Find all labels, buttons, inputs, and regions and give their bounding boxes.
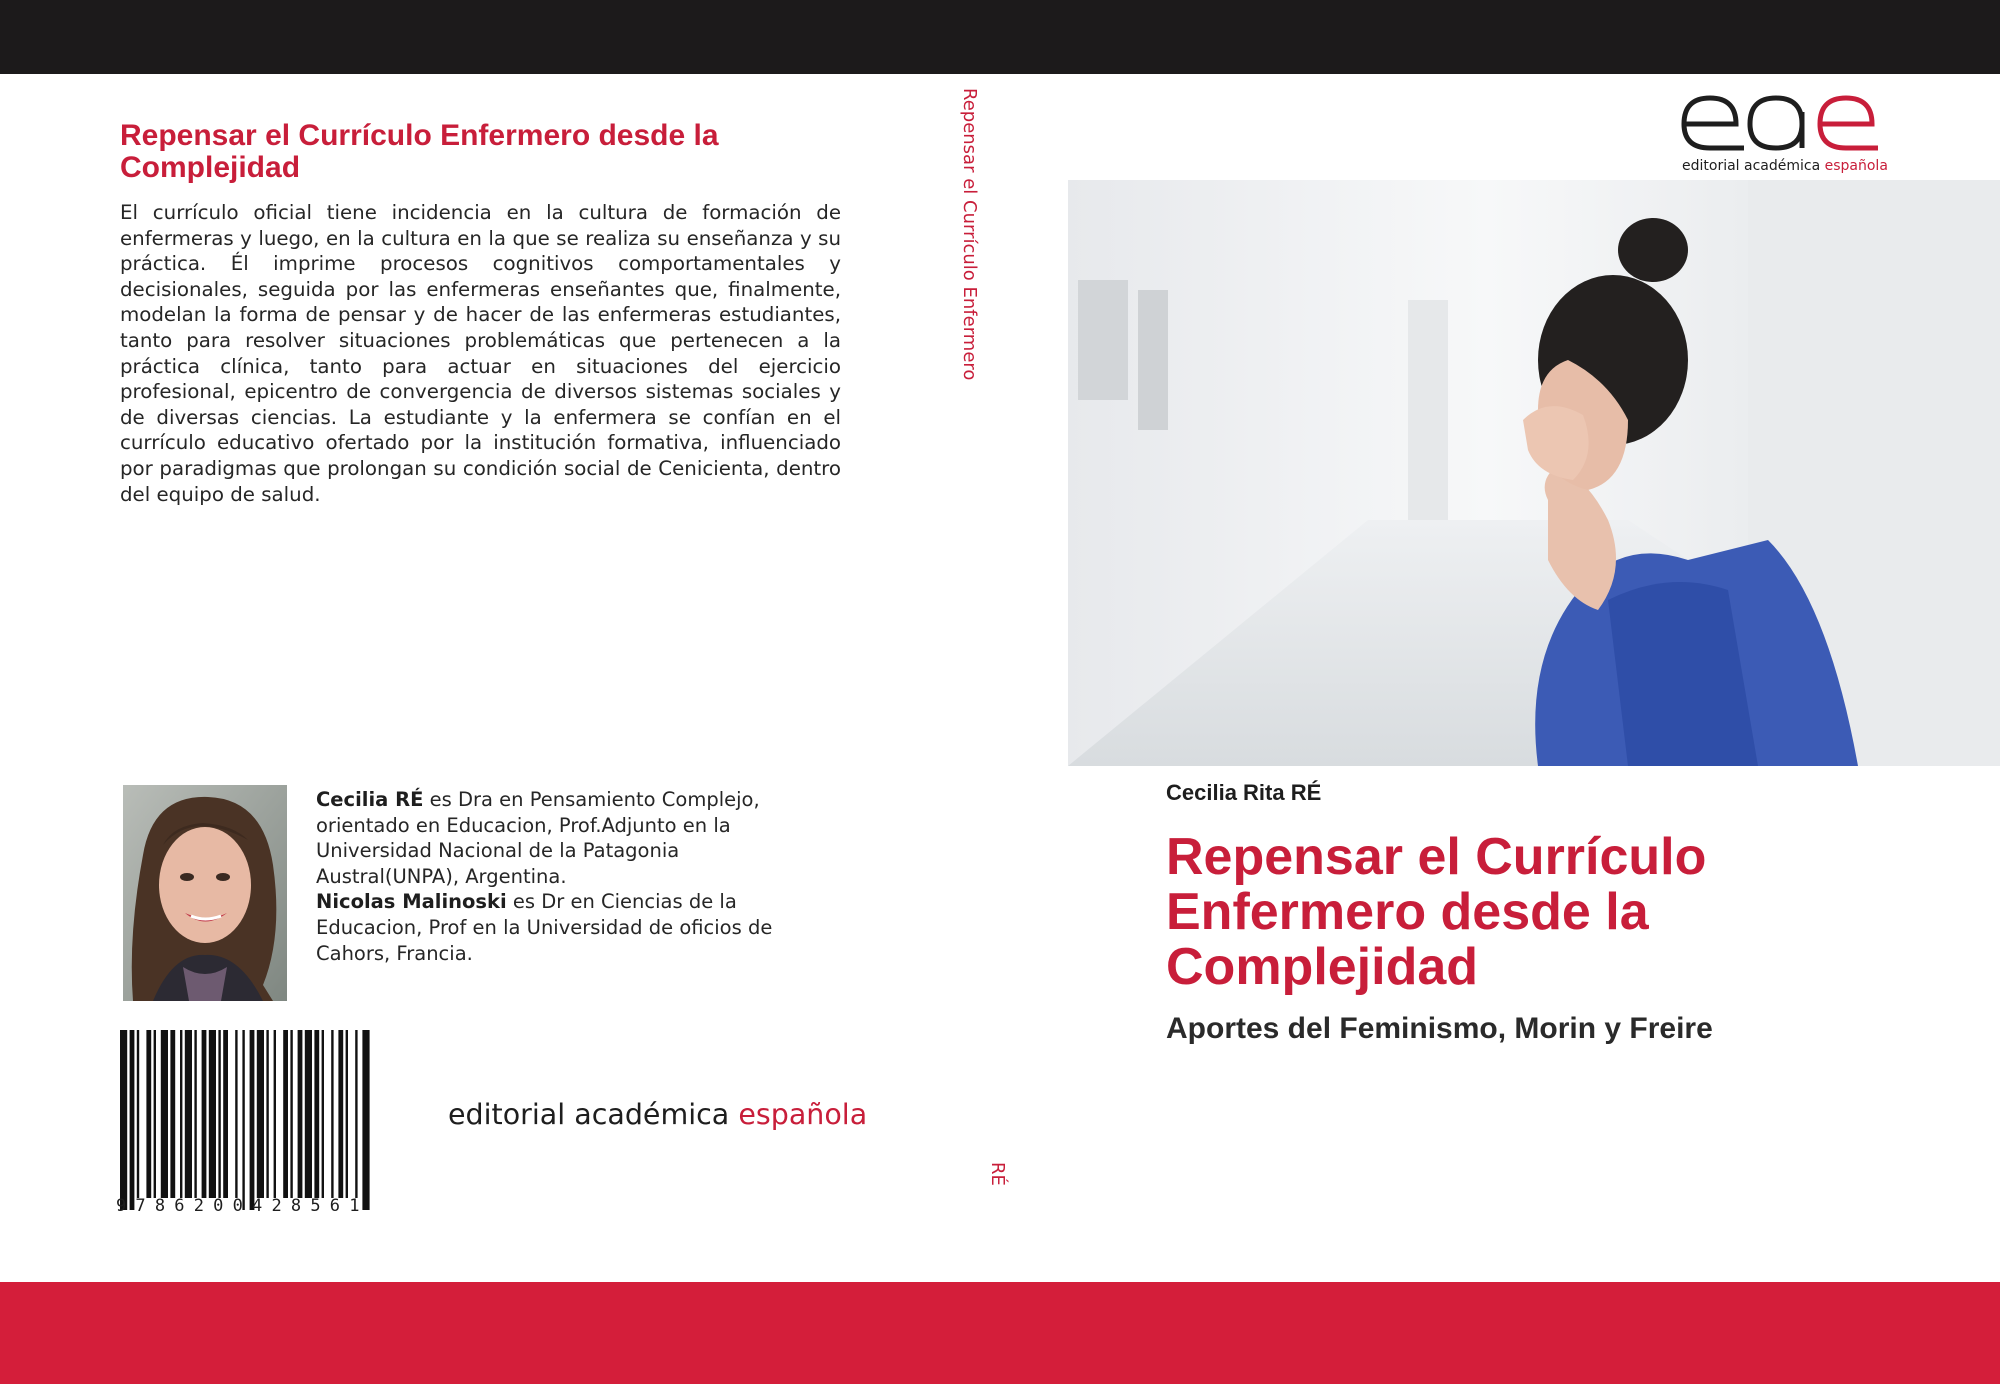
author-photo [123, 785, 287, 1001]
front-author: Cecilia Rita RÉ [1166, 780, 1322, 805]
barcode-bar [180, 1030, 182, 1198]
logo-caption-main: editorial académica [1682, 158, 1825, 174]
barcode-bar [346, 1030, 348, 1198]
barcode-bar [202, 1030, 207, 1198]
barcode-bar [250, 1030, 255, 1210]
author1-text: es Dra en Pensamiento Complejo, orientado en Educacion, Prof.Adjunto en la Universidad Nacional de la Patagonia Austral(UNPA), Argentina. [316, 788, 760, 888]
barcode-bar [242, 1030, 244, 1210]
cover-photo [1068, 180, 2000, 766]
front-subtitle: Aportes del Feminismo, Morin y Freire [1166, 1012, 1713, 1045]
barcode-bar [137, 1030, 139, 1198]
logo-caption-accent: española [1824, 158, 1888, 174]
spine-title-text: Repensar el Currículo Enfermero [959, 88, 980, 381]
barcode-bar [305, 1030, 312, 1198]
isbn-digits: 9786200428561 [116, 1196, 369, 1216]
barcode-bar [209, 1030, 216, 1198]
barcode-bar [266, 1030, 268, 1198]
barcode-bar [154, 1030, 156, 1198]
front-title: Repensar el Currículo Enfermero desde la Complejidad [1166, 828, 1707, 996]
author1-name: Cecilia RÉ [316, 788, 424, 811]
publisher-name [448, 1098, 867, 1131]
barcode-bar [362, 1030, 369, 1210]
barcode-bar [235, 1030, 237, 1198]
spine-author-text: RÉ [987, 1162, 1008, 1186]
isbn-barcode [116, 1030, 436, 1218]
barcode-bar [322, 1030, 324, 1198]
author2-text: es Dr en Ciencias de la Educacion, Prof en la Universidad de oficios de Cahors, Francia. [316, 890, 773, 965]
barcode-bar [283, 1030, 288, 1198]
logo-caption [1682, 158, 1888, 174]
publisher-accent: española [738, 1098, 868, 1131]
barcode-bar [290, 1030, 292, 1198]
back-cover-blurb: El currículo oficial tiene incidencia en la cultura de formación de enfermeras y luego, en la cultura en la que se realiza su enseñanza y su práctica. Él imprime procesos cognitivos comportamentales y decisionales, seguida por las enfermeras enseñantes que, finalmente, modelan la forma de pensar y de hacer de las enfermeras estudiantes, tanto para resolver situaciones problemáticas que pertenecen a la práctica clínica, tanto para actuar en situaciones del ejercicio profesional, epicentro de convergencia de diversos sistemas sociales y de diversas ciencias. La estudiante y la enfermera se confían en el currículo educativo ofertado por la institución formativa, influenciado por paradigmas que prolongan su condición social de Cenicienta, dentro del equipo de salud. [120, 201, 841, 506]
author2-name: Nicolas Malinoski [316, 890, 507, 914]
barcode-bar [218, 1030, 220, 1198]
barcode-bar [161, 1030, 168, 1198]
barcode-bar [130, 1030, 135, 1210]
barcode-bar [338, 1030, 343, 1198]
barcode-bar [170, 1030, 175, 1198]
barcode-bar [257, 1030, 264, 1198]
barcode-bar [194, 1030, 196, 1198]
barcode-bar [120, 1030, 127, 1210]
top-band [0, 0, 2000, 74]
publisher-main: editorial académica [448, 1098, 739, 1131]
barcode-bar [146, 1030, 151, 1198]
barcode-bar [185, 1030, 192, 1198]
barcode-bar [274, 1030, 276, 1198]
barcode-bar [298, 1030, 303, 1198]
bottom-band [0, 1282, 2000, 1384]
back-cover-title: Repensar el Currículo Enfermero desde la Complejidad [120, 119, 719, 184]
barcode-bar [355, 1030, 357, 1198]
barcode-bar [331, 1030, 333, 1198]
author-bio [316, 787, 826, 966]
barcode-bar [223, 1030, 228, 1198]
barcode-bar [314, 1030, 319, 1198]
